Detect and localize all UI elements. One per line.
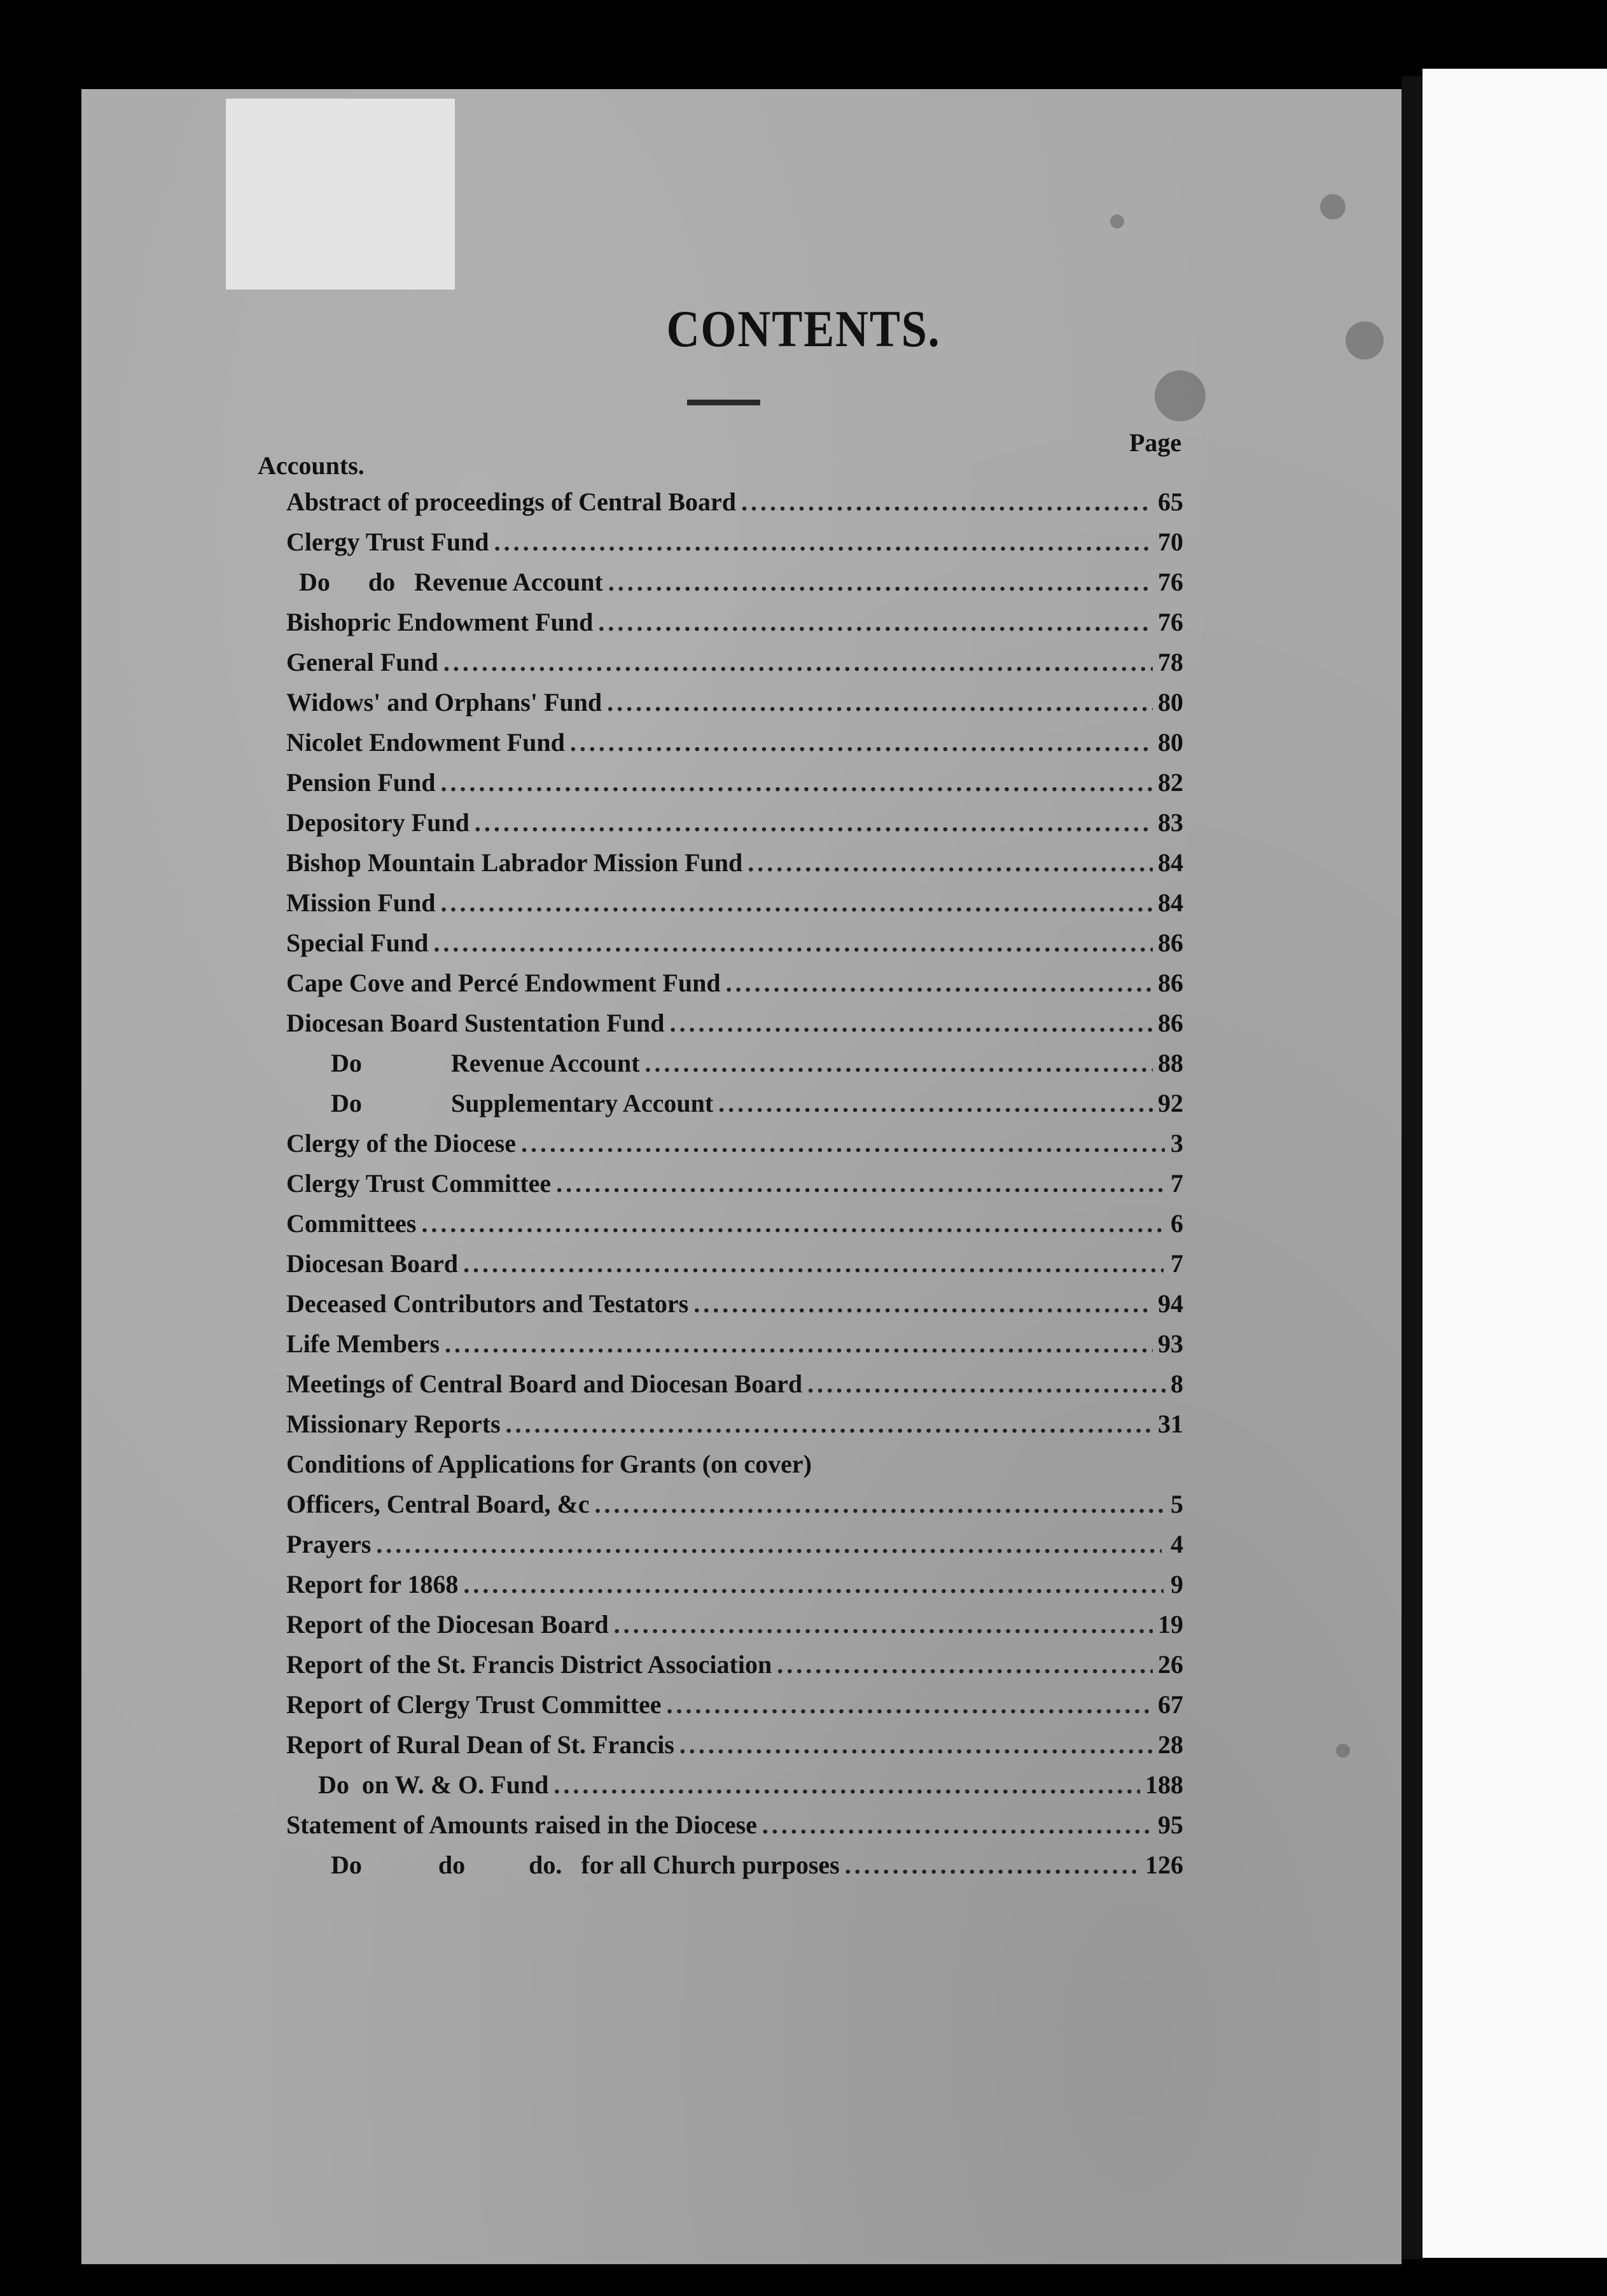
toc-entry xyxy=(286,727,1183,759)
toc-entry-title: Prayers xyxy=(286,1530,372,1558)
toc-entry-page: 78 xyxy=(1158,648,1183,676)
toc-entry-page: 188 xyxy=(1145,1770,1183,1799)
toc-entry-page: 88 xyxy=(1158,1049,1183,1077)
dot-leader xyxy=(607,687,1153,717)
dot-leader xyxy=(475,808,1153,837)
dot-leader xyxy=(679,1730,1153,1760)
toc-entry-title: Abstract of proceedings of Central Board xyxy=(286,487,736,516)
toc-entry-title: Officers, Central Board, &c xyxy=(286,1490,590,1518)
dot-leader xyxy=(521,1128,1165,1158)
toc-entry-title: Depository Fund xyxy=(286,808,470,837)
dot-leader xyxy=(463,1249,1164,1278)
dot-leader xyxy=(463,1569,1163,1599)
toc-entry xyxy=(286,1569,1183,1601)
toc-entry xyxy=(286,1690,1183,1721)
dot-leader xyxy=(718,1088,1153,1118)
toc-entry xyxy=(286,1649,1183,1681)
toc-entry-page: 7 xyxy=(1171,1169,1183,1198)
toc-entry-page: 84 xyxy=(1158,888,1183,917)
toc-entry-page: 7 xyxy=(1171,1249,1183,1278)
toc-entry-title: Committees xyxy=(286,1209,417,1238)
toc-entry xyxy=(286,527,1183,559)
toc-entry-page: 70 xyxy=(1158,528,1183,556)
toc-entry-title: Cape Cove and Percé Endowment Fund xyxy=(286,969,721,997)
dot-leader xyxy=(376,1529,1162,1559)
dot-leader xyxy=(726,968,1153,998)
ink-spot xyxy=(1155,370,1206,421)
toc-entry-page: 83 xyxy=(1158,808,1183,837)
dot-leader xyxy=(666,1690,1153,1719)
toc-entry xyxy=(331,1850,1183,1882)
toc-entry-title: Do do Revenue Account xyxy=(299,568,603,596)
dot-leader xyxy=(506,1409,1153,1439)
toc-entry-title: General Fund xyxy=(286,648,438,676)
dot-leader xyxy=(441,767,1153,797)
toc-entry-title: Conditions of Applications for Grants (on cover) xyxy=(286,1450,812,1478)
toc-entry-title: Clergy of the Diocese xyxy=(286,1129,516,1158)
toc-entry-page: 84 xyxy=(1158,848,1183,877)
dot-leader xyxy=(762,1810,1153,1840)
toc-entry-page: 94 xyxy=(1158,1289,1183,1318)
toc-entry-title: Widows' and Orphans' Fund xyxy=(286,688,602,717)
toc-entry-title: Diocesan Board Sustentation Fund xyxy=(286,1009,665,1037)
toc-entry-page: 5 xyxy=(1171,1490,1183,1518)
book-spine xyxy=(1402,76,1423,2259)
toc-entry-title: Do Supplementary Account xyxy=(331,1089,714,1117)
toc-entry xyxy=(286,1168,1183,1200)
dot-leader xyxy=(845,1850,1140,1880)
dot-leader xyxy=(443,647,1153,677)
toc-entry-title: Do on W. & O. Fund xyxy=(318,1770,549,1799)
dot-leader xyxy=(441,888,1153,918)
toc-entry-page: 76 xyxy=(1158,608,1183,636)
ink-spot xyxy=(1320,194,1346,220)
toc-entry xyxy=(286,1208,1183,1240)
toc-entry xyxy=(286,1008,1183,1040)
toc-entry-page: 19 xyxy=(1158,1610,1183,1639)
toc-entry xyxy=(286,888,1183,920)
toc-entry-page: 82 xyxy=(1158,768,1183,797)
toc-entry-page: 126 xyxy=(1145,1851,1183,1879)
paper-label-patch xyxy=(226,99,455,290)
toc-entry xyxy=(286,647,1183,679)
dot-leader xyxy=(645,1048,1153,1078)
dot-leader xyxy=(445,1329,1153,1359)
dot-leader xyxy=(553,1770,1140,1800)
dot-leader xyxy=(433,928,1153,958)
toc-entry xyxy=(286,848,1183,879)
toc-entry-page: 26 xyxy=(1158,1650,1183,1679)
toc-entry-title: Meetings of Central Board and Diocesan Board xyxy=(286,1369,803,1398)
toc-entry-page: 86 xyxy=(1158,969,1183,997)
page-column-header: Page xyxy=(1129,428,1182,457)
toc-entry-title: Nicolet Endowment Fund xyxy=(286,728,565,757)
toc-entry-title: Do do do. for all Church purposes xyxy=(331,1851,840,1879)
toc-entry xyxy=(286,687,1183,719)
dot-leader xyxy=(670,1008,1153,1038)
toc-entry xyxy=(286,1409,1183,1441)
toc-entry-title: Statement of Amounts raised in the Diocese xyxy=(286,1810,757,1839)
toc-entry-page: 28 xyxy=(1158,1730,1183,1759)
toc-entry xyxy=(286,1730,1183,1761)
dot-leader xyxy=(608,567,1153,597)
toc-entry xyxy=(331,1048,1183,1080)
toc-entry xyxy=(286,1329,1183,1361)
dot-leader xyxy=(595,1489,1165,1519)
dot-leader xyxy=(556,1168,1165,1198)
toc-entry-page: 95 xyxy=(1158,1810,1183,1839)
toc-entry-title: Mission Fund xyxy=(286,888,436,917)
toc-entry xyxy=(286,1289,1183,1320)
toc-entry xyxy=(286,1810,1183,1842)
dot-leader xyxy=(748,848,1153,878)
dot-leader xyxy=(570,727,1153,757)
section-heading: Accounts. xyxy=(258,451,365,480)
toc-entry-page: 67 xyxy=(1158,1690,1183,1719)
toc-entry-title: Bishop Mountain Labrador Mission Fund xyxy=(286,848,743,877)
toc-entry xyxy=(286,1449,1183,1481)
toc-entry xyxy=(286,928,1183,960)
toc-entry xyxy=(318,1770,1183,1802)
dot-leader xyxy=(741,487,1153,517)
toc-entry xyxy=(286,1249,1183,1280)
dot-leader xyxy=(598,607,1153,637)
toc-entry xyxy=(286,808,1183,839)
toc-entry-page: 31 xyxy=(1158,1410,1183,1438)
toc-entry xyxy=(286,1529,1183,1561)
toc-entry-title: Pension Fund xyxy=(286,768,436,797)
ink-spot xyxy=(1336,1744,1350,1758)
ink-spot xyxy=(1110,214,1124,228)
toc-entry xyxy=(286,1489,1183,1521)
toc-entry-title: Report of Clergy Trust Committee xyxy=(286,1690,662,1719)
toc-entry-title: Report for 1868 xyxy=(286,1570,459,1599)
toc-entry-title: Report of the Diocesan Board xyxy=(286,1610,609,1639)
toc-entry xyxy=(286,767,1183,799)
toc-entry xyxy=(286,607,1183,639)
toc-entry-page: 6 xyxy=(1171,1209,1183,1238)
toc-entry-title: Clergy Trust Fund xyxy=(286,528,489,556)
dot-leader xyxy=(693,1289,1153,1319)
toc-entry xyxy=(331,1088,1183,1120)
dot-leader xyxy=(494,527,1153,557)
toc-entry-title: Do Revenue Account xyxy=(331,1049,640,1077)
toc-entry-page: 86 xyxy=(1158,928,1183,957)
toc-entry-page: 8 xyxy=(1171,1369,1183,1398)
toc-entry-page: 92 xyxy=(1158,1089,1183,1117)
toc-entry xyxy=(286,1128,1183,1160)
toc-entry-page: 9 xyxy=(1171,1570,1183,1599)
dot-leader xyxy=(807,1369,1165,1399)
toc-entry-page: 93 xyxy=(1158,1329,1183,1358)
toc-entry xyxy=(286,1609,1183,1641)
page-title: CONTENTS. xyxy=(666,300,941,358)
toc-entry xyxy=(286,968,1183,1000)
toc-entry-title: Diocesan Board xyxy=(286,1249,458,1278)
toc-entry-page: 4 xyxy=(1171,1530,1183,1558)
toc-entry-page: 3 xyxy=(1171,1129,1183,1158)
dot-leader xyxy=(777,1649,1153,1679)
toc-entry-page: 76 xyxy=(1158,568,1183,596)
toc-entry-page: 80 xyxy=(1158,688,1183,717)
toc-entry-page: 65 xyxy=(1158,487,1183,516)
dot-leader xyxy=(421,1208,1162,1238)
toc-entry-title: Report of Rural Dean of St. Francis xyxy=(286,1730,674,1759)
facing-page xyxy=(1423,69,1607,2258)
toc-entry-title: Bishopric Endowment Fund xyxy=(286,608,594,636)
toc-entry xyxy=(299,567,1183,599)
toc-entry xyxy=(286,487,1183,519)
toc-entry-title: Special Fund xyxy=(286,928,429,957)
dot-leader xyxy=(614,1609,1153,1639)
toc-entry-title: Report of the St. Francis District Association xyxy=(286,1650,772,1679)
toc-entry-title: Missionary Reports xyxy=(286,1410,501,1438)
toc-entry-title: Life Members xyxy=(286,1329,440,1358)
toc-entry-title: Deceased Contributors and Testators xyxy=(286,1289,689,1318)
toc-entry xyxy=(286,1369,1183,1401)
toc-entry-page: 86 xyxy=(1158,1009,1183,1037)
toc-entry-title: Clergy Trust Committee xyxy=(286,1169,552,1198)
title-rule xyxy=(687,400,760,405)
toc-entry-page: 80 xyxy=(1158,728,1183,757)
